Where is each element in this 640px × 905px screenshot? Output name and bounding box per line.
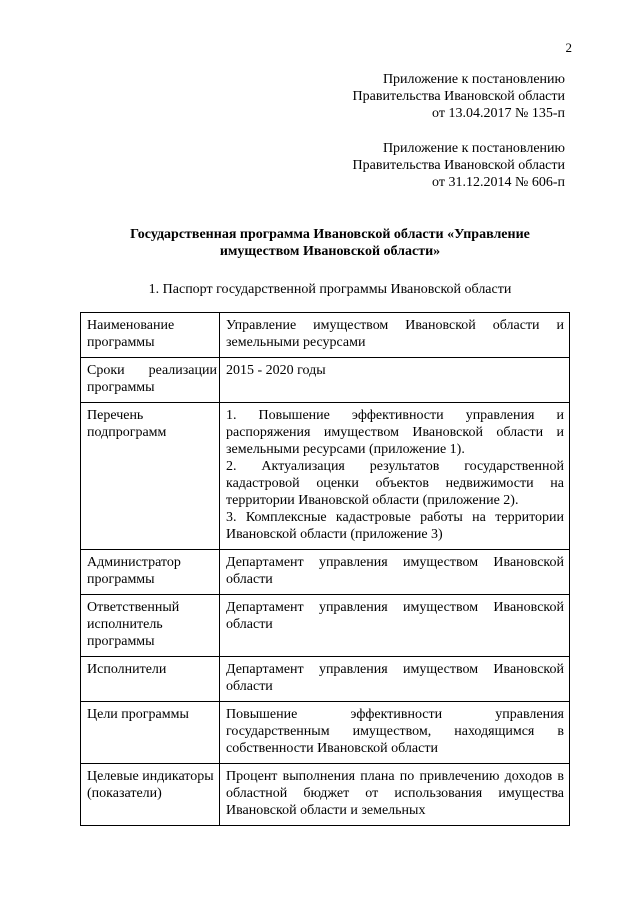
appendix-line: Правительства Ивановской области (352, 89, 565, 104)
section-heading: 1. Паспорт государственной программы Ивановской области (148, 282, 512, 297)
table-row (81, 657, 570, 702)
row-value-text: Повышение эффективности управления государственным имуществом, находящимся в собственности Ивановской области (226, 707, 564, 756)
program-passport-table (80, 312, 570, 826)
appendix-line: Приложение к постановлению (382, 141, 565, 156)
appendix-line: Приложение к постановлению (382, 72, 565, 87)
row-value (220, 657, 570, 702)
row-value (220, 702, 570, 764)
table-row (81, 358, 570, 403)
appendix-header-2017 (353, 71, 565, 122)
row-label: Ответственный исполнитель программы (81, 595, 220, 657)
row-label: Сроки реализации программы (81, 358, 220, 403)
row-value-text: Департамент управления имуществом Ивановской области (226, 600, 564, 632)
appendix-line: от 31.12.2014 № 606-п (432, 175, 565, 190)
row-value-text: 2015 - 2020 годы (226, 363, 326, 378)
row-value-text: Процент выполнения плана по привлечению доходов в областной бюджет от использования имущества Ивановской области и земельных (226, 769, 564, 818)
table-row (81, 702, 570, 764)
row-value (220, 595, 570, 657)
row-value (220, 358, 570, 403)
table-row (81, 595, 570, 657)
row-value (220, 764, 570, 826)
page-number: 2 (565, 40, 572, 55)
document-title (80, 226, 580, 260)
appendix-line: от 13.04.2017 № 135-п (432, 106, 565, 121)
table-row (81, 313, 570, 358)
title-line: Государственная программа Ивановской области «Управление (130, 227, 530, 242)
subprogram-item: 1. Повышение эффективности управления и распоряжения имуществом Ивановской области и земельными ресурсами (приложение 1). (226, 408, 564, 457)
row-value (220, 550, 570, 595)
row-label: Цели программы (81, 702, 220, 764)
row-label: Наименование программы (81, 313, 220, 358)
row-value (220, 403, 570, 550)
row-label: Администратор программы (81, 550, 220, 595)
row-label: Целевые индикаторы (показатели) (81, 764, 220, 826)
table-row (81, 403, 570, 550)
appendix-header-2014 (353, 140, 565, 191)
row-label: Исполнители (81, 657, 220, 702)
appendix-line: Правительства Ивановской области (352, 158, 565, 173)
row-value-text: Департамент управления имуществом Ивановской области (226, 662, 564, 694)
subprogram-item: 2. Актуализация результатов государственной кадастровой оценки объектов недвижимости на территории Ивановской области (приложение 2). (226, 459, 564, 508)
table-row (81, 764, 570, 826)
row-label: Перечень подпрограмм (81, 403, 220, 550)
row-value-text: Департамент управления имуществом Ивановской области (226, 555, 564, 587)
table-row (81, 550, 570, 595)
subprogram-item: 3. Комплексные кадастровые работы на территории Ивановской области (приложение 3) (226, 510, 564, 542)
row-value-text: Управление имуществом Ивановской области и земельными ресурсами (226, 318, 564, 350)
row-value (220, 313, 570, 358)
title-line: имуществом Ивановской области» (219, 244, 441, 259)
